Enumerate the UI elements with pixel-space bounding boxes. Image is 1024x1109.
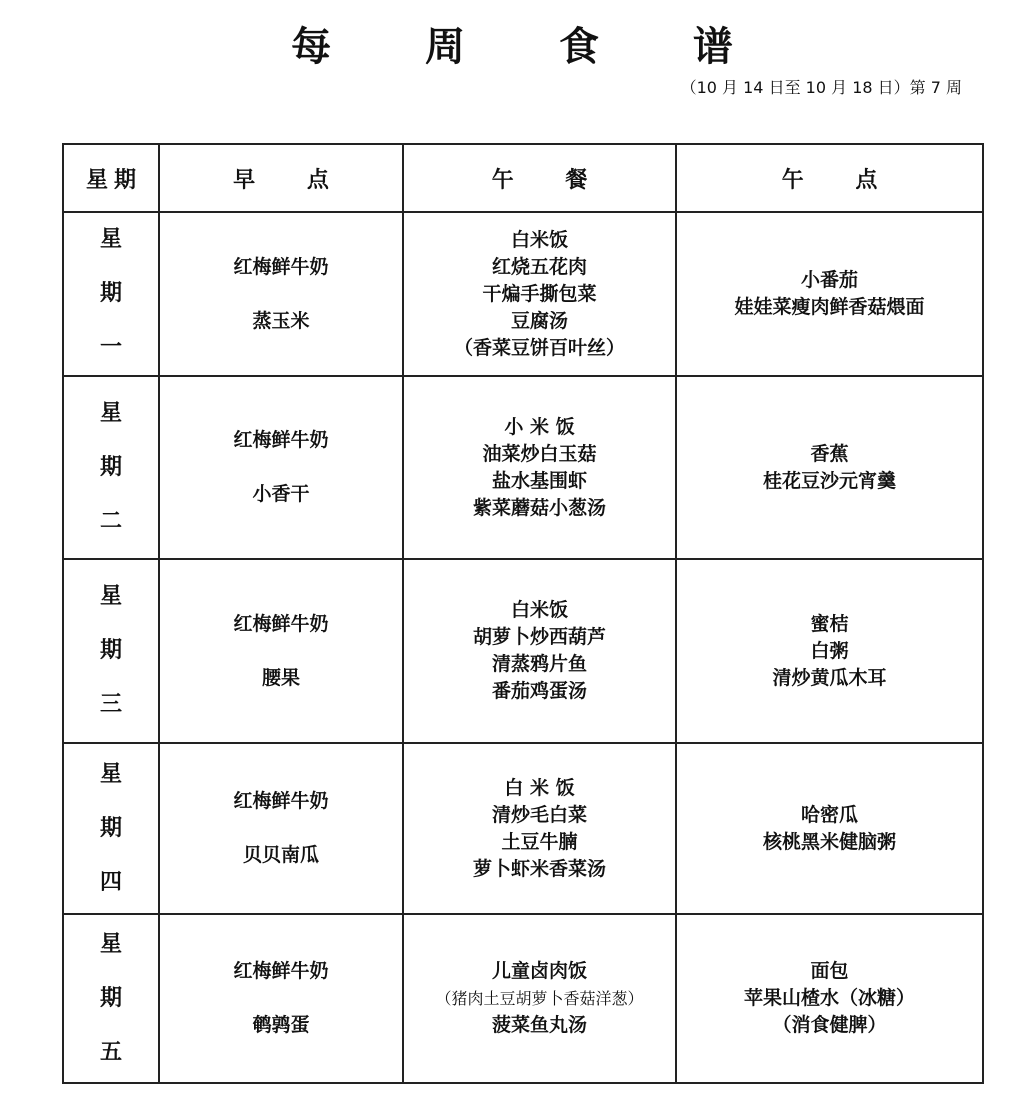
header-lunch: 午 餐 [403, 144, 676, 212]
lunch-item: 白米饭 [510, 228, 568, 251]
menu-row [63, 743, 983, 914]
day-cell [63, 559, 159, 743]
lunch-cell [403, 376, 676, 559]
snack-cell [676, 743, 983, 914]
day-char: 星 [99, 761, 122, 787]
header-row [63, 144, 983, 212]
snack-cell [676, 212, 983, 376]
page-title: 每 周 食 谱 [291, 24, 773, 70]
lunch-item: 干煸手撕包菜 [482, 282, 597, 305]
snack-item: 小番茄 [800, 269, 858, 291]
day-char: 二 [99, 508, 122, 534]
day-cell [63, 914, 159, 1083]
header-snack: 午 点 [676, 144, 983, 212]
lunch-item: 豆腐汤 [510, 309, 568, 332]
day-cell [63, 376, 159, 559]
lunch-cell [403, 743, 676, 914]
lunch-item: 菠菜鱼丸汤 [491, 1014, 587, 1036]
day-char: 星 [99, 931, 122, 957]
lunch-item: 胡萝卜炒西葫芦 [472, 626, 606, 648]
lunch-item: （猪肉土豆胡萝卜香菇洋葱） [435, 989, 644, 1008]
lunch-cell [403, 559, 676, 743]
lunch-item: 儿童卤肉饭 [491, 960, 587, 982]
lunch-item: 土豆牛腩 [501, 830, 578, 853]
breakfast-cell [159, 559, 403, 743]
snack-item: 娃娃菜瘦肉鲜香菇煨面 [734, 296, 925, 318]
header-breakfast: 早 点 [159, 144, 403, 212]
menu-row [63, 212, 983, 376]
lunch-item: 红烧五花肉 [491, 255, 587, 278]
breakfast-cell [159, 212, 403, 376]
breakfast-cell [159, 743, 403, 914]
breakfast-item: 红梅鲜牛奶 [233, 429, 329, 451]
day-char: 三 [99, 692, 122, 717]
lunch-item: 白 米 饭 [504, 776, 575, 799]
breakfast-cell [159, 914, 403, 1083]
header-day: 星期 [63, 144, 159, 212]
snack-item: 桂花豆沙元宵羹 [762, 469, 896, 492]
lunch-item: 清炒毛白菜 [491, 803, 587, 826]
day-char: 星 [99, 584, 122, 609]
snack-item: 哈密瓜 [800, 803, 858, 826]
day-char: 四 [99, 869, 122, 895]
snack-item: （消食健脾） [772, 1014, 887, 1036]
menu-row [63, 376, 983, 559]
snack-item: 面包 [810, 960, 849, 982]
lunch-item: 清蒸鸦片鱼 [491, 653, 587, 675]
lunch-item: 萝卜虾米香菜汤 [472, 857, 606, 880]
day-char: 星 [99, 227, 122, 252]
breakfast-item: 红梅鲜牛奶 [233, 960, 329, 982]
snack-item: 蜜桔 [810, 612, 849, 635]
week-range: （10 月 14 日至 10 月 18 日）第 7 周 [680, 78, 962, 97]
lunch-item: 番茄鸡蛋汤 [491, 680, 587, 702]
lunch-item: 小 米 饭 [504, 415, 575, 438]
lunch-item: 油菜炒白玉菇 [482, 442, 597, 465]
snack-item: 核桃黑米健脑粥 [762, 830, 896, 853]
lunch-cell [403, 212, 676, 376]
snack-cell [676, 559, 983, 743]
snack-cell [676, 914, 983, 1083]
day-char: 期 [99, 985, 122, 1011]
day-char: 期 [99, 815, 122, 841]
breakfast-item: 小香干 [252, 483, 310, 505]
breakfast-item: 红梅鲜牛奶 [233, 612, 329, 635]
snack-item: 清炒黄瓜木耳 [772, 666, 887, 689]
day-char: 星 [99, 400, 122, 426]
day-cell [63, 212, 159, 376]
lunch-item: 紫菜蘑菇小葱汤 [472, 496, 606, 519]
snack-item: 苹果山楂水（冰糖） [743, 987, 915, 1009]
day-cell [63, 743, 159, 914]
breakfast-item: 红梅鲜牛奶 [233, 255, 329, 278]
day-char: 期 [99, 638, 122, 663]
day-char: 期 [99, 454, 122, 480]
day-char: 期 [99, 281, 122, 306]
menu-table [62, 143, 984, 1084]
day-char: 一 [99, 335, 122, 360]
breakfast-item: 蒸玉米 [252, 309, 310, 332]
menu-body [63, 212, 983, 1083]
snack-item: 白粥 [810, 639, 849, 662]
breakfast-cell [159, 376, 403, 559]
snack-item: 香蕉 [810, 442, 849, 465]
breakfast-item: 鹌鹑蛋 [252, 1014, 310, 1036]
menu-row [63, 914, 983, 1083]
day-char: 五 [99, 1039, 122, 1065]
breakfast-item: 红梅鲜牛奶 [233, 790, 329, 812]
lunch-item: 白米饭 [510, 599, 568, 621]
lunch-cell [403, 914, 676, 1083]
lunch-item: （香菜豆饼百叶丝） [453, 336, 625, 359]
lunch-item: 盐水基围虾 [491, 469, 587, 492]
breakfast-item: 贝贝南瓜 [242, 844, 319, 866]
menu-row [63, 559, 983, 743]
snack-cell [676, 376, 983, 559]
breakfast-item: 腰果 [261, 666, 300, 689]
